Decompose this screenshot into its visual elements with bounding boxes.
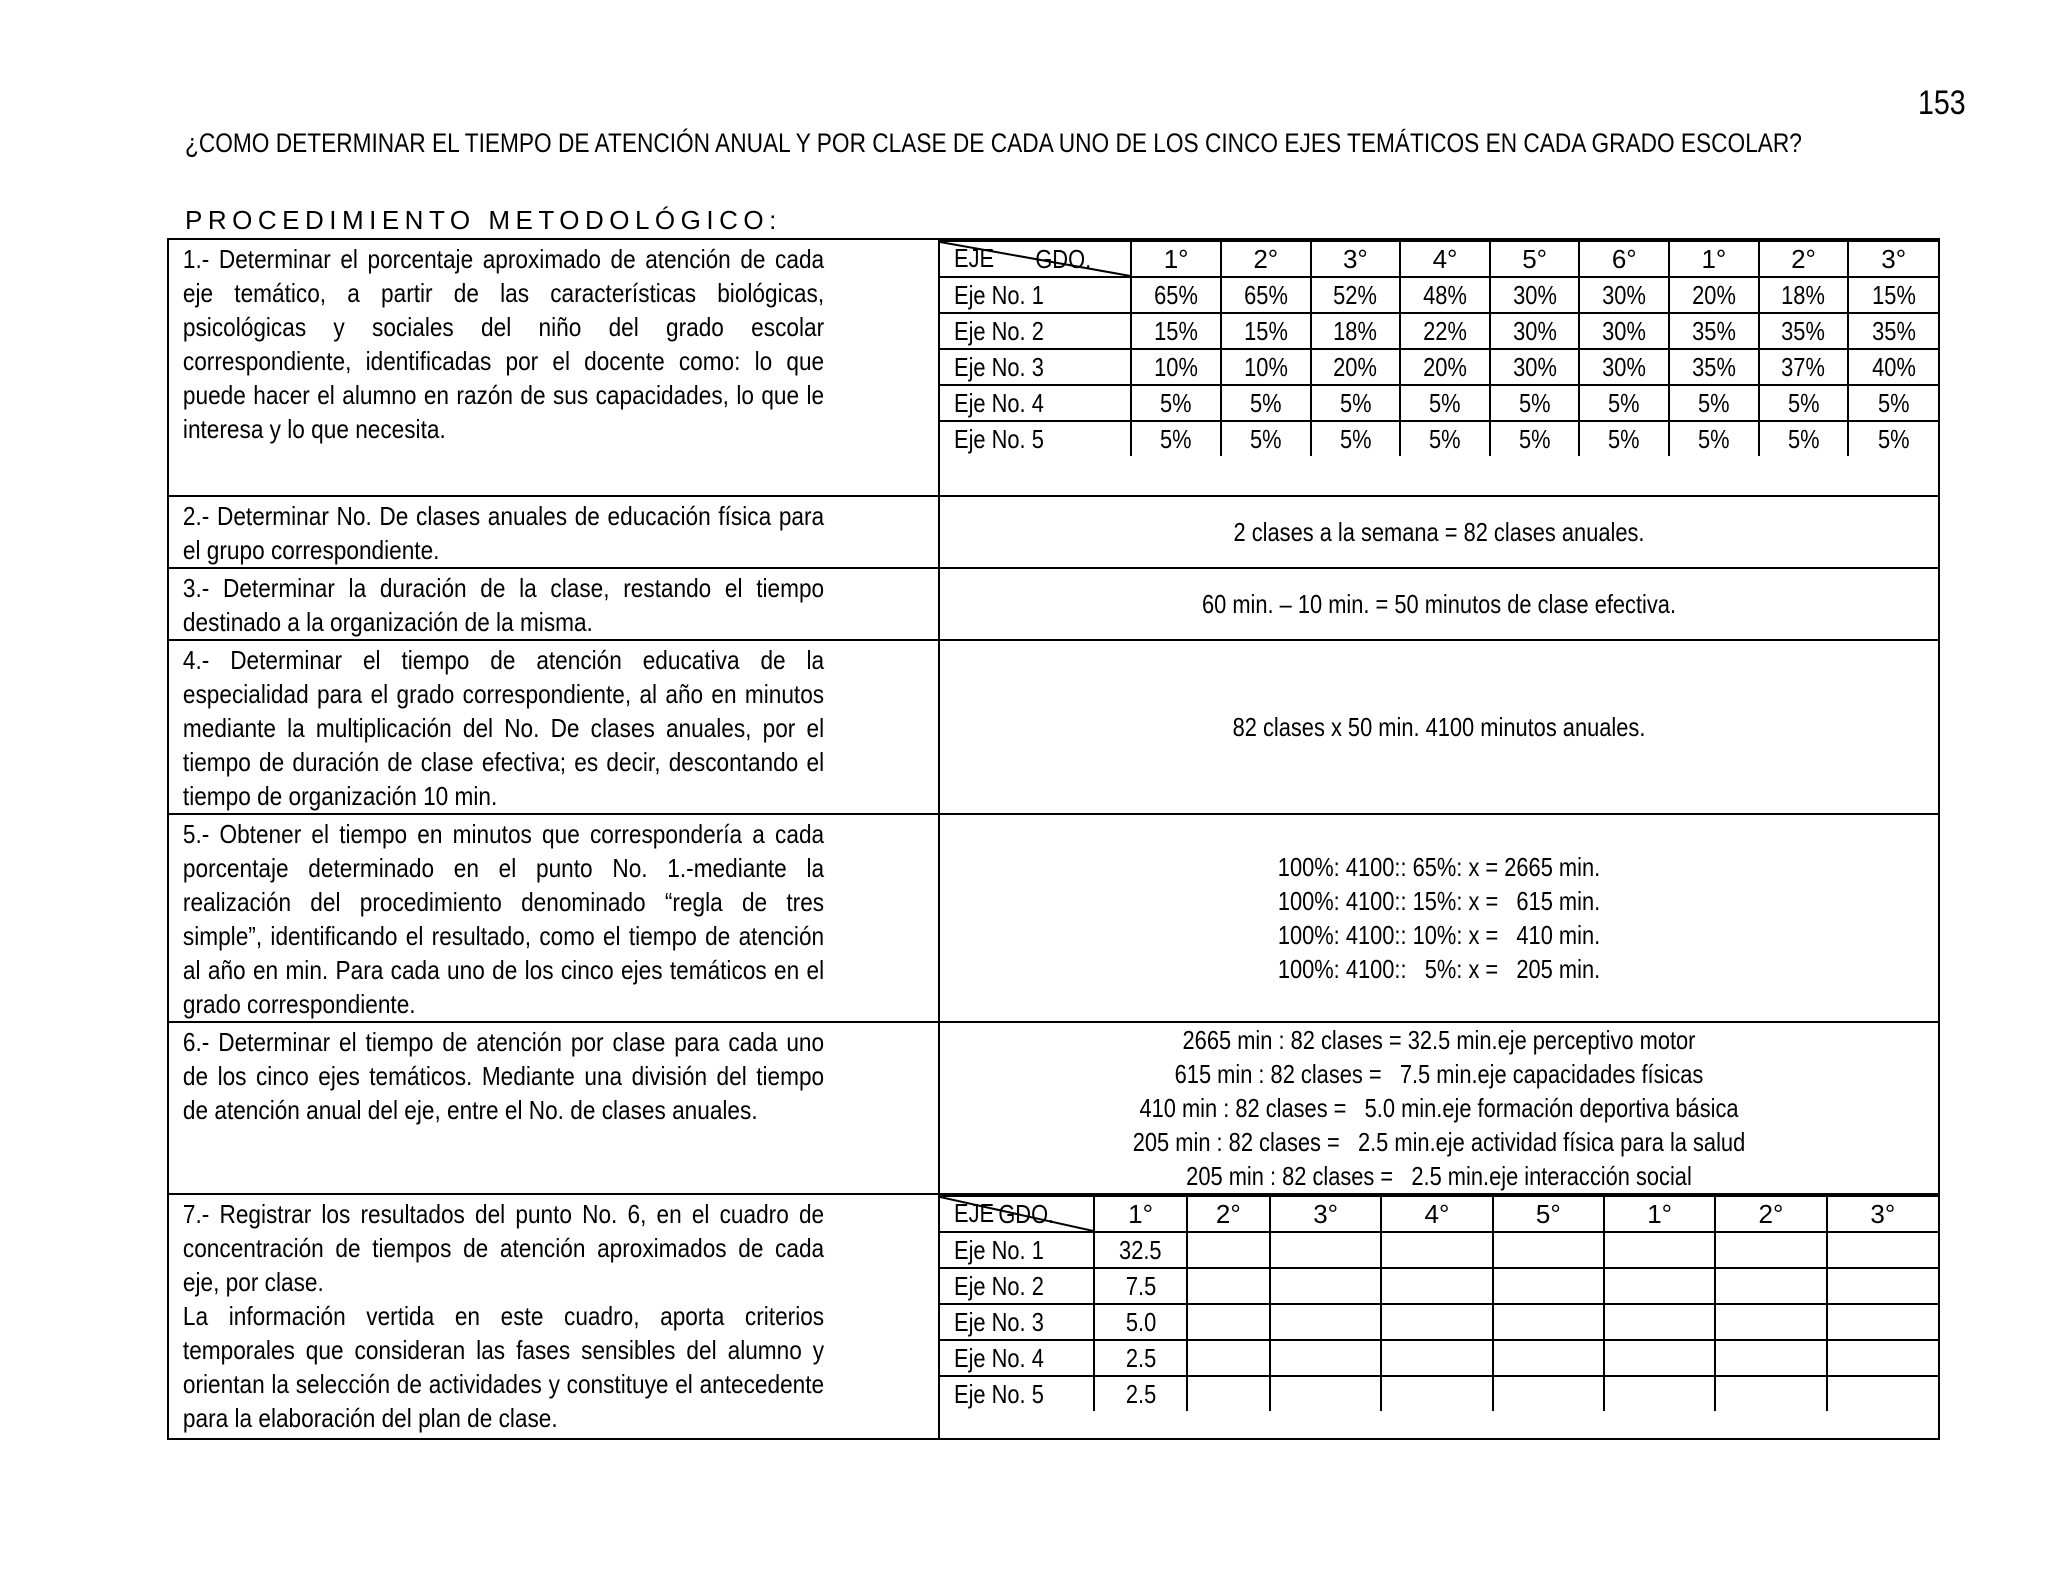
pct-table-value-cell: [1759, 349, 1849, 385]
step-4-cell: [168, 640, 939, 814]
value-text: 65%: [1243, 279, 1288, 310]
value-text: 35%: [1692, 315, 1736, 346]
time-table-value-cell: [1187, 1376, 1270, 1411]
pct-table-grade-header: 5°: [1490, 241, 1580, 277]
value-text: 2.5: [1125, 1342, 1156, 1373]
time-table-grade-header: 1°: [1094, 1196, 1186, 1232]
pct-table-value-cell: [1400, 385, 1490, 421]
pct-table-row: [940, 421, 1938, 456]
time-table-value-cell: [1715, 1340, 1826, 1376]
row-label-text: Eje No. 5: [954, 423, 1044, 454]
pct-table-value-cell: [1490, 349, 1580, 385]
time-table-value-cell: [1827, 1304, 1938, 1340]
pct-table-grade-header: 2°: [1759, 241, 1849, 277]
time-table-value-cell: [1827, 1232, 1938, 1268]
time-table-row-label: [940, 1304, 1094, 1340]
value-text: 52%: [1333, 279, 1378, 310]
time-table-value-cell: [1604, 1268, 1715, 1304]
value-text: 40%: [1871, 351, 1916, 382]
value-text: 20%: [1692, 279, 1736, 310]
value-text: 5%: [1339, 423, 1372, 454]
time-table-value-cell: [1493, 1232, 1604, 1268]
value-text: 5%: [1429, 387, 1461, 418]
result-line: 100%: 4100:: 65%: x = 2665 min.: [1277, 852, 1601, 882]
value-text: 2.5: [1125, 1378, 1156, 1409]
step-7-note: La información vertida en este cuadro, aporta criterios temporales que consideran las fases sensibles del alumno y orientan la selección de actividades y constituye el antecedente para la elaboración del plan de clase.: [182, 1301, 825, 1433]
grade-label: GDO.: [1035, 244, 1092, 274]
value-text: 5%: [1518, 423, 1551, 454]
pct-table-value-cell: [1848, 277, 1938, 313]
axis-label: EJE: [954, 243, 995, 273]
value-text: 5%: [1608, 387, 1641, 418]
step-row-7: [168, 1194, 1939, 1439]
time-table-row: [940, 1304, 1938, 1340]
time-table-value-cell: [1604, 1232, 1715, 1268]
step-row-3: [168, 568, 1939, 640]
result-line: 82 clases x 50 min. 4100 minutos anuales.: [1232, 712, 1646, 742]
time-table-value-cell: [1604, 1376, 1715, 1411]
step-5-text: 5.- Obtener el tiempo en minutos que correspondería a cada porcentaje determinado en el punto No. 1.-mediante la realización del procedimiento denominado “regla de tres simple”, identificando el resultado, como el tiempo de atención al año en min. Para cada uno de los cinco ejes temáticos en el grado correspondiente.: [182, 819, 825, 1019]
value-text: 5%: [1787, 423, 1820, 454]
pct-table-value-cell: [1311, 385, 1401, 421]
row-label-text: Eje No. 1: [954, 279, 1044, 310]
step-7-instruction: 7.- Registrar los resultados del punto No. 6, en el cuadro de concentración de tiempos de atención aproximados de cada eje, por clase.: [182, 1199, 825, 1297]
time-table-value-cell: [1715, 1304, 1826, 1340]
pct-table-value-cell: [1579, 277, 1669, 313]
step-3-text: 3.- Determinar la duración de la clase, restando el tiempo destinado a la organización de la misma.: [182, 573, 825, 637]
value-text: 65%: [1154, 279, 1198, 310]
time-table-row: [940, 1340, 1938, 1376]
axis-label: EJE: [954, 1198, 995, 1228]
pct-table-row: [940, 349, 1938, 385]
time-table-value-cell: [1381, 1304, 1492, 1340]
pct-table-value-cell: [1759, 313, 1849, 349]
time-table-value-cell: [1270, 1268, 1381, 1304]
step-2-cell: [168, 496, 939, 568]
pct-table-row: [940, 313, 1938, 349]
pct-table-value-cell: [1490, 421, 1580, 456]
pct-table-value-cell: [1579, 313, 1669, 349]
value-text: 30%: [1512, 279, 1557, 310]
pct-table-grade-header: 3°: [1848, 241, 1938, 277]
pct-table-row: [940, 385, 1938, 421]
pct-table-grade-header: 1°: [1131, 241, 1221, 277]
result-line: 100%: 4100:: 15%: x = 615 min.: [1277, 886, 1601, 916]
time-table-row-label: [940, 1268, 1094, 1304]
time-table-header-row: [940, 1196, 1938, 1232]
pct-table-corner-cell: [940, 241, 1131, 277]
value-text: 10%: [1243, 351, 1288, 382]
table2-cell: [939, 1194, 1939, 1439]
value-text: 5%: [1339, 387, 1372, 418]
pct-table-value-cell: [1311, 313, 1401, 349]
value-text: 5%: [1160, 423, 1192, 454]
time-table-grade-header: 2°: [1715, 1196, 1826, 1232]
value-text: 5%: [1877, 423, 1910, 454]
pct-table-value-cell: [1848, 313, 1938, 349]
pct-table-row-label: [940, 385, 1131, 421]
value-text: 5%: [1429, 423, 1461, 454]
time-table-value-cell: [1493, 1304, 1604, 1340]
value-text: 48%: [1423, 279, 1467, 310]
pct-table-value-cell: [1400, 421, 1490, 456]
result-line: 100%: 4100:: 5%: x = 205 min.: [1277, 954, 1601, 984]
time-table-value-cell: [1381, 1232, 1492, 1268]
row-label-text: Eje No. 1: [954, 1234, 1044, 1265]
pct-table-value-cell: [1131, 349, 1221, 385]
pct-table-value-cell: [1400, 349, 1490, 385]
step-4-result: [939, 640, 1939, 814]
value-text: 5%: [1877, 387, 1910, 418]
pct-table-value-cell: [1848, 349, 1938, 385]
pct-table-row-label: [940, 349, 1131, 385]
value-text: 5%: [1787, 387, 1820, 418]
time-table-value-cell: [1381, 1376, 1492, 1411]
time-table-row: [940, 1376, 1938, 1411]
time-table-value-cell: [1827, 1376, 1938, 1411]
value-text: 5%: [1249, 423, 1282, 454]
pct-table-value-cell: [1131, 385, 1221, 421]
pct-table-value-cell: [1848, 421, 1938, 456]
pct-table-value-cell: [1669, 385, 1759, 421]
percentage-table: [940, 240, 1938, 456]
step-6-cell: [168, 1022, 939, 1194]
time-table-corner-cell: [940, 1196, 1094, 1232]
result-line: 205 min : 82 clases = 2.5 min.eje interacción social: [1186, 1161, 1692, 1191]
step-1-cell: [168, 239, 939, 496]
pct-table-row: [940, 277, 1938, 313]
time-table-value-cell: [1270, 1340, 1381, 1376]
value-text: 30%: [1602, 351, 1647, 382]
time-table-value-cell: [1493, 1376, 1604, 1411]
step-1-text: 1.- Determinar el porcentaje aproximado de atención de cada eje temático, a partir de las características biológicas, psicológicas y sociales del niño del grado escolar correspondiente, identificadas por el docente como: lo que puede hacer el alumno en razón de sus capacidades, lo que le interesa y lo que necesita.: [182, 244, 825, 444]
pct-table-grade-header: 3°: [1311, 241, 1401, 277]
time-table-value-cell: [1094, 1268, 1186, 1304]
value-text: 5.0: [1125, 1306, 1156, 1337]
value-text: 22%: [1423, 315, 1467, 346]
pct-table-value-cell: [1579, 421, 1669, 456]
table1-cell: [939, 239, 1939, 496]
result-line: 2665 min : 82 clases = 32.5 min.eje perceptivo motor: [1182, 1025, 1696, 1055]
pct-table-value-cell: [1221, 385, 1311, 421]
step-row-1: [168, 239, 1939, 496]
pct-table-value-cell: [1490, 277, 1580, 313]
value-text: 5%: [1698, 387, 1730, 418]
pct-table-value-cell: [1669, 313, 1759, 349]
value-text: 30%: [1512, 315, 1557, 346]
value-text: 30%: [1602, 279, 1647, 310]
time-table-value-cell: [1187, 1232, 1270, 1268]
value-text: 20%: [1423, 351, 1467, 382]
row-label-text: Eje No. 3: [954, 1306, 1044, 1337]
value-text: 18%: [1781, 279, 1826, 310]
row-label-text: Eje No. 3: [954, 351, 1044, 382]
pct-table-value-cell: [1759, 385, 1849, 421]
step-5-cell: [168, 814, 939, 1022]
step-7-text: [169, 1195, 838, 1435]
time-table-value-cell: [1381, 1340, 1492, 1376]
pct-table-value-cell: [1400, 277, 1490, 313]
time-table-value-cell: [1493, 1340, 1604, 1376]
time-table-grade-header: 2°: [1187, 1196, 1270, 1232]
value-text: 5%: [1518, 387, 1551, 418]
pct-table-header-row: [940, 241, 1938, 277]
time-table-row-label: [940, 1376, 1094, 1411]
procedure-title: PROCEDIMIENTO METODOLÓGICO:: [185, 205, 782, 235]
pct-table-grade-header: 2°: [1221, 241, 1311, 277]
value-text: 20%: [1333, 351, 1378, 382]
step-2-text: 2.- Determinar No. De clases anuales de educación física para el grupo correspondiente.: [182, 501, 825, 565]
time-table-value-cell: [1715, 1268, 1826, 1304]
result-line: 2 clases a la semana = 82 clases anuales.: [1233, 517, 1645, 547]
pct-table-value-cell: [1669, 349, 1759, 385]
time-table-value-cell: [1270, 1304, 1381, 1340]
row-label-text: Eje No. 4: [954, 1342, 1044, 1373]
time-table-row: [940, 1268, 1938, 1304]
time-table-value-cell: [1094, 1376, 1186, 1411]
time-table-value-cell: [1827, 1340, 1938, 1376]
time-table-value-cell: [1493, 1268, 1604, 1304]
time-table-value-cell: [1604, 1304, 1715, 1340]
value-text: 18%: [1333, 315, 1378, 346]
pct-table-value-cell: [1490, 313, 1580, 349]
value-text: 30%: [1512, 351, 1557, 382]
time-table-value-cell: [1270, 1232, 1381, 1268]
time-table-value-cell: [1094, 1232, 1186, 1268]
time-table-row-label: [940, 1340, 1094, 1376]
time-table-value-cell: [1715, 1232, 1826, 1268]
step-4-text: 4.- Determinar el tiempo de atención educativa de la especialidad para el grado correspondiente, al año en minutos mediante la multiplicación del No. De clases anuales, por el tiempo de duración de clase efectiva; es decir, descontando el tiempo de organización 10 min.: [182, 645, 825, 811]
value-text: 15%: [1154, 315, 1198, 346]
time-table-value-cell: [1187, 1340, 1270, 1376]
pct-table-row-label: [940, 313, 1131, 349]
step-7-cell: [168, 1194, 939, 1439]
value-text: 15%: [1243, 315, 1288, 346]
step-3-result: [939, 568, 1939, 640]
pct-table-value-cell: [1221, 313, 1311, 349]
page-number: 153: [1918, 84, 1966, 122]
result-line: 410 min : 82 clases = 5.0 min.eje formación deportiva básica: [1139, 1093, 1739, 1123]
pct-table-value-cell: [1311, 349, 1401, 385]
value-text: 5%: [1160, 387, 1192, 418]
pct-table-grade-header: 6°: [1579, 241, 1669, 277]
pct-table-value-cell: [1759, 421, 1849, 456]
step-5-result: [939, 814, 1939, 1022]
value-text: 5%: [1608, 423, 1641, 454]
grade-label: GDO.: [998, 1199, 1055, 1229]
time-table-grade-header: 3°: [1270, 1196, 1381, 1232]
pct-table-row-label: [940, 421, 1131, 456]
time-table-grade-header: 5°: [1493, 1196, 1604, 1232]
pct-table-value-cell: [1669, 277, 1759, 313]
pct-table-value-cell: [1131, 277, 1221, 313]
time-table-value-cell: [1187, 1304, 1270, 1340]
value-text: 15%: [1871, 279, 1916, 310]
pct-table-value-cell: [1311, 421, 1401, 456]
pct-table-value-cell: [1490, 385, 1580, 421]
time-table-grade-header: 1°: [1604, 1196, 1715, 1232]
question-heading: ¿COMO DETERMINAR EL TIEMPO DE ATENCIÓN ANUAL Y POR CLASE DE CADA UNO DE LOS CINCO EJES TEMÁTICOS EN CADA GRADO ESCOLAR?: [185, 128, 1802, 158]
result-line: 205 min : 82 clases = 2.5 min.eje actividad física para la salud: [1132, 1127, 1746, 1157]
time-table-value-cell: [1604, 1340, 1715, 1376]
value-text: 5%: [1249, 387, 1282, 418]
step-6-result: [939, 1022, 1939, 1194]
pct-table-value-cell: [1400, 313, 1490, 349]
pct-table-value-cell: [1221, 349, 1311, 385]
time-table-row: [940, 1232, 1938, 1268]
time-table-grade-header: 3°: [1827, 1196, 1938, 1232]
result-line: 100%: 4100:: 10%: x = 410 min.: [1277, 920, 1601, 950]
value-text: 35%: [1781, 315, 1826, 346]
value-text: 37%: [1781, 351, 1826, 382]
time-table-value-cell: [1094, 1340, 1186, 1376]
row-label-text: Eje No. 2: [954, 315, 1044, 346]
pct-table-value-cell: [1221, 421, 1311, 456]
result-line: 60 min. – 10 min. = 50 minutos de clase efectiva.: [1201, 589, 1677, 619]
time-table-value-cell: [1827, 1268, 1938, 1304]
step-row-6: [168, 1022, 1939, 1194]
time-table-value-cell: [1094, 1304, 1186, 1340]
pct-table-value-cell: [1311, 277, 1401, 313]
value-text: 5%: [1698, 423, 1730, 454]
result-line: 615 min : 82 clases = 7.5 min.eje capacidades físicas: [1174, 1059, 1704, 1089]
value-text: 10%: [1154, 351, 1198, 382]
step-row-2: [168, 496, 1939, 568]
time-table-row-label: [940, 1232, 1094, 1268]
pct-table-value-cell: [1131, 421, 1221, 456]
value-text: 30%: [1602, 315, 1647, 346]
time-table-value-cell: [1270, 1376, 1381, 1411]
value-text: 35%: [1692, 351, 1736, 382]
pct-table-value-cell: [1759, 277, 1849, 313]
pct-table-grade-header: 1°: [1669, 241, 1759, 277]
step-6-text: 6.- Determinar el tiempo de atención por clase para cada uno de los cinco ejes temáticos. Mediante una división del tiempo de atención anual del eje, entre el No. de clases anuales.: [182, 1027, 825, 1125]
step-2-result: [939, 496, 1939, 568]
pct-table-row-label: [940, 277, 1131, 313]
row-label-text: Eje No. 2: [954, 1270, 1044, 1301]
row-label-text: Eje No. 5: [954, 1378, 1044, 1409]
time-table-grade-header: 4°: [1381, 1196, 1492, 1232]
step-3-cell: [168, 568, 939, 640]
step-row-5: [168, 814, 1939, 1022]
time-table-value-cell: [1187, 1268, 1270, 1304]
pct-table-value-cell: [1221, 277, 1311, 313]
pct-table-value-cell: [1579, 385, 1669, 421]
pct-table-value-cell: [1669, 421, 1759, 456]
pct-table-value-cell: [1579, 349, 1669, 385]
pct-table-grade-header: 4°: [1400, 241, 1490, 277]
value-text: 32.5: [1119, 1234, 1162, 1265]
value-text: 35%: [1871, 315, 1916, 346]
step-row-4: [168, 640, 1939, 814]
row-label-text: Eje No. 4: [954, 387, 1044, 418]
time-table-value-cell: [1381, 1268, 1492, 1304]
pct-table-value-cell: [1848, 385, 1938, 421]
procedure-table: [167, 238, 1940, 1440]
time-per-class-table: [940, 1195, 1938, 1411]
time-table-value-cell: [1715, 1376, 1826, 1411]
pct-table-value-cell: [1131, 313, 1221, 349]
value-text: 7.5: [1125, 1270, 1156, 1301]
